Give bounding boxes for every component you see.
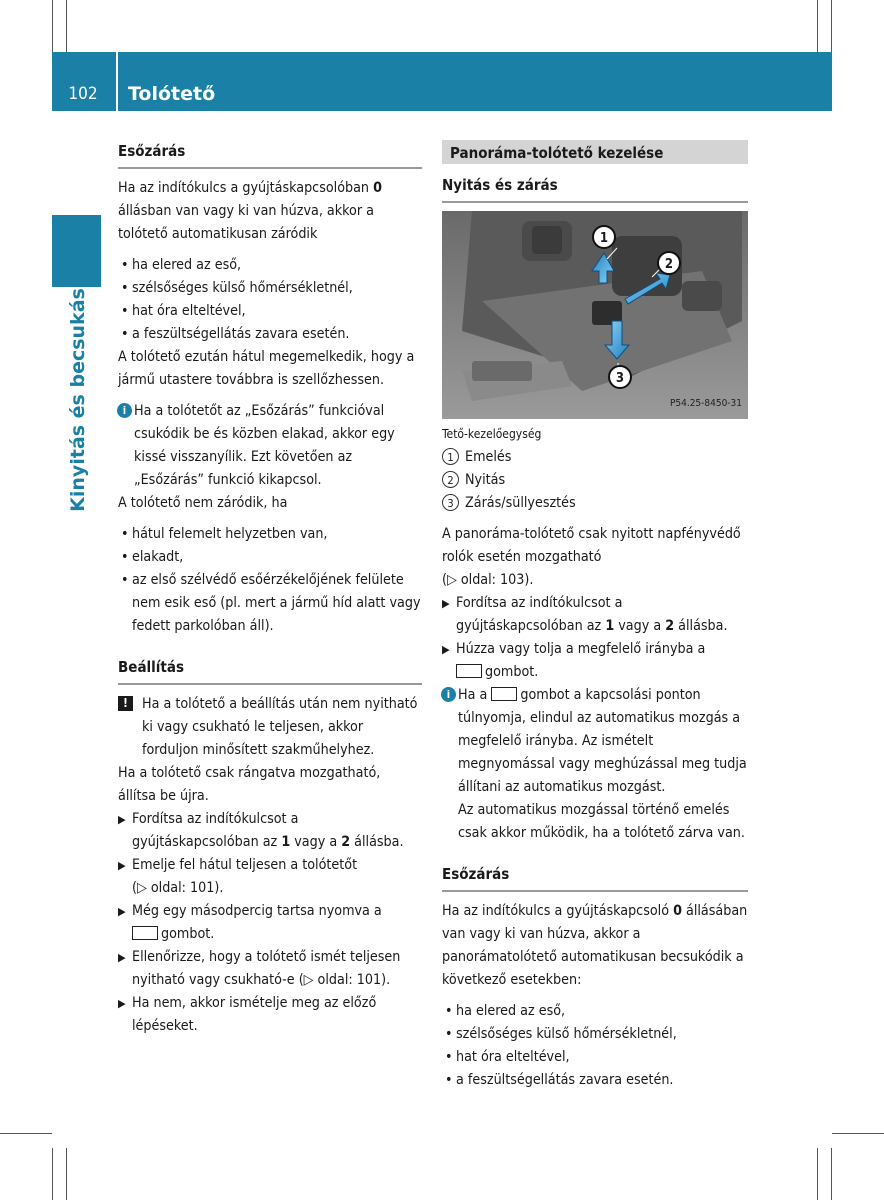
section-band: Panoráma-tolótető kezelése — [442, 140, 748, 164]
callout-number-icon: 1 — [442, 448, 459, 465]
crop-mark — [831, 0, 832, 52]
legend-item: 3 Zárás/süllyesztés — [442, 492, 748, 515]
crop-mark — [817, 0, 818, 52]
list-item: • a feszültségellátás zavara esetén. — [118, 323, 422, 346]
paragraph: Ha az indítókulcs a gyújtáskapcsoló 0 állásában van vagy ki van húzva, akkor a panorámatolótető automatikusan becsukódik a következő esetekben: — [442, 903, 748, 988]
section-heading: Esőzárás — [442, 863, 748, 892]
warning-text: Ha a tolótető a beállítás után nem nyitható ki vagy csukható le teljesen, akkor forduljon minősített szakműhelyhez. — [142, 696, 418, 758]
step-item: ▶ Fordítsa az indítókulcsot a gyújtáskapcsolóban az 1 vagy a 2 állásba. — [442, 592, 748, 638]
side-tab — [52, 215, 101, 287]
roof-switch-icon — [456, 664, 482, 678]
callout-number-icon: 3 — [442, 494, 459, 511]
crop-mark — [66, 1148, 67, 1200]
info-icon: i — [441, 687, 456, 702]
list-item: • hat óra elteltével, — [442, 1046, 748, 1069]
step-arrow-icon: ▶ — [118, 951, 126, 964]
step-arrow-icon: ▶ — [442, 643, 450, 656]
paragraph: A tolótető nem záródik, ha — [118, 495, 288, 511]
info-note-continued: Az automatikus mozgással történő emelés csak akkor működik, ha a tolótető zárva van. — [458, 802, 745, 841]
callout-2: 2 — [657, 251, 681, 275]
roof-control-photo — [442, 211, 748, 419]
paragraph: A panoráma-tolótető csak nyitott napfényvédő rolók esetén mozgatható (▷ oldal: 103). — [442, 526, 741, 588]
header-divider — [116, 52, 118, 111]
paragraph: Ha a tolótető csak rángatva mozgatható, állítsa be újra. — [118, 765, 381, 804]
section-heading: Nyitás és zárás — [442, 174, 748, 203]
list-item: • szélsőséges külső hőmérsékletnél, — [442, 1023, 748, 1046]
step-arrow-icon: ▶ — [118, 997, 126, 1010]
page-title: Tolótető — [128, 83, 216, 105]
page-number: 102 — [68, 84, 98, 104]
list-item: • a feszültségellátás zavara esetén. — [442, 1069, 748, 1092]
step-item: ▶ Fordítsa az indítókulcsot a gyújtáskapcsolóban az 1 vagy a 2 állásba. — [118, 808, 422, 854]
paragraph: A tolótető ezután hátul megemelkedik, hogy a jármű utastere továbbra is szellőzhessen. — [118, 349, 415, 388]
list-item: • ha elered az eső, — [442, 1000, 748, 1023]
legend-item: 1 Emelés — [442, 446, 748, 469]
list-item: • szélsőséges külső hőmérsékletnél, — [118, 277, 422, 300]
legend-item: 2 Nyitás — [442, 469, 748, 492]
crop-mark — [817, 1148, 818, 1200]
step-arrow-icon: ▶ — [442, 597, 450, 610]
info-note — [118, 400, 422, 492]
crop-mark — [0, 1133, 52, 1134]
crop-mark — [832, 1133, 884, 1134]
step-item: ▶ Húzza vagy tolja a megfelelő irányba a gombot. — [442, 638, 748, 684]
crop-mark — [52, 1148, 53, 1200]
info-note: i Ha a gombot a kapcsolási ponton túlnyomja, elindul az automatikus mozgás a megfelelő irányba. Az ismételt megnyomással vagy meghúzással meg tudja állítani az automatikus mozgást. — [442, 684, 748, 799]
step-item: ▶ Ha nem, akkor ismételje meg az előző lépéseket. — [118, 992, 422, 1038]
list-item: • elakadt, — [118, 546, 422, 569]
crop-mark — [66, 0, 67, 52]
roof-switch-icon — [491, 687, 517, 701]
step-arrow-icon: ▶ — [118, 905, 126, 918]
callout-1: 1 — [592, 225, 616, 249]
warning-icon: ! — [118, 696, 133, 711]
roof-switch-icon — [132, 926, 158, 940]
crop-mark — [831, 1148, 832, 1200]
figure-caption: Tető-kezelőegység — [442, 427, 542, 441]
info-icon: i — [117, 403, 132, 418]
callout-3: 3 — [608, 365, 632, 389]
list-item: • az első szélvédő esőérzékelőjének felülete nem esik eső (pl. mert a jármű híd alatt vagy fedett parkolóban áll). — [118, 569, 422, 638]
left-column — [118, 140, 422, 1038]
step-item: ▶ Emelje fel hátul teljesen a tolótetőt (▷ oldal: 101). — [118, 854, 422, 900]
side-chapter-label: Kinyitás és becsukás — [67, 288, 89, 512]
image-code: P54.25-8450-31 — [669, 398, 742, 409]
step-item: ▶ Ellenőrizze, hogy a tolótető ismét teljesen nyitható vagy csukható-e (▷ oldal: 101). — [118, 946, 422, 992]
step-arrow-icon: ▶ — [118, 813, 126, 826]
section-heading: Beállítás — [118, 656, 422, 685]
list-item: • hat óra elteltével, — [118, 300, 422, 323]
step-item: ▶ Még egy másodpercig tartsa nyomva a gombot. — [118, 900, 422, 946]
right-column — [442, 140, 748, 1092]
info-text: Ha a tolótetőt az „Esőzárás” funkcióval csukódik be és közben elakad, akkor egy kissé visszanyílik. Ezt követően az „Esőzárás” funkció kikapcsol. — [134, 403, 395, 488]
warning-note — [118, 693, 422, 762]
paragraph: Ha az indítókulcs a gyújtáskapcsolóban 0 állásban van vagy ki van húzva, akkor a tolótető automatikusan záródik — [118, 180, 382, 242]
section-heading: Esőzárás — [118, 140, 422, 169]
list-item: • ha elered az eső, — [118, 254, 422, 277]
callout-number-icon: 2 — [442, 471, 459, 488]
list-item: • hátul felemelt helyzetben van, — [118, 523, 422, 546]
step-arrow-icon: ▶ — [118, 859, 126, 872]
crop-mark — [52, 0, 53, 52]
